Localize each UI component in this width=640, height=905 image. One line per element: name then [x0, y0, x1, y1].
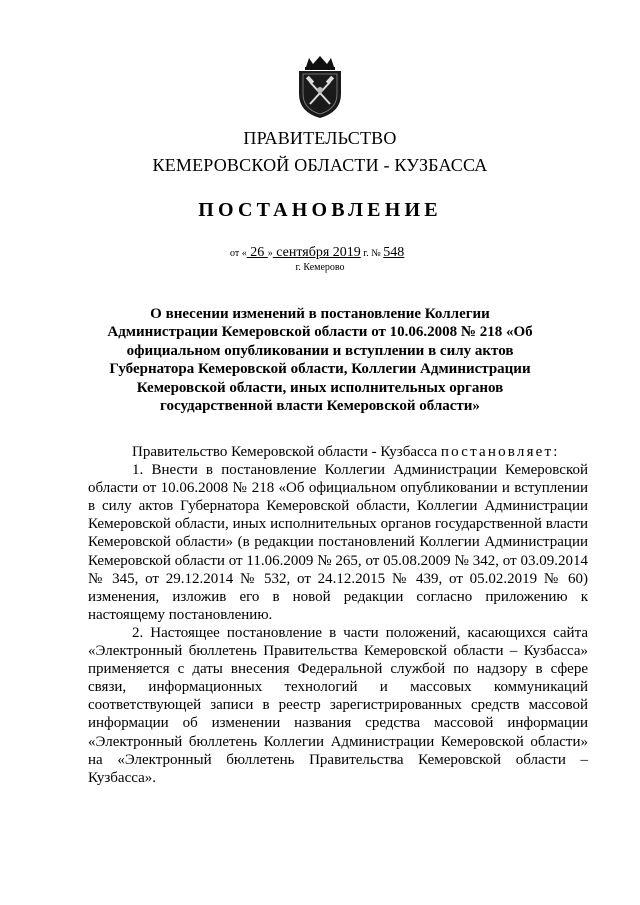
intro-decree-word: постановляет:	[440, 444, 560, 460]
date-prefix: от «	[230, 248, 247, 259]
government-title-line2: КЕМЕРОВСКОЙ ОБЛАСТИ - КУЗБАССА	[152, 155, 488, 175]
date-year-suffix: г. №	[360, 248, 384, 259]
intro-paragraph	[88, 443, 588, 461]
city: г. Кемерово	[295, 262, 345, 273]
paragraph-1: 1. Внести в постановление Коллегии Администрации Кемеровской области от 10.06.2008 № 218 «Об официальном опубликовании и вступлении в силу актов Губернатора Кемеровской области, Коллегии Администрации Кемеровской области, иных исполнительных органов государственной власти Кемеровской области» (в редакции постановлений Коллегии Администрации Кемеровской области от 11.06.2009 № 265, от 05.08.2009 № 342, от 03.09.2014 № 345, от 29.12.2014 № 532, от 24.12.2015 № 439, от 05.02.2019 № 60) изменения, изложив его в новой редакции согласно приложению к настоящему постановлению.	[88, 462, 588, 623]
document-type: ПОСТАНОВЛЕНИЕ	[198, 199, 442, 221]
date-month-year: сентября 2019	[272, 245, 361, 260]
date-day: 26	[246, 245, 268, 260]
intro-prefix: Правительство Кемеровской области - Кузбасса	[132, 444, 441, 460]
document-body	[88, 443, 588, 787]
date-mid: »	[267, 248, 273, 259]
document-number: 548	[383, 245, 405, 260]
document-subject: О внесении изменений в постановление Коллегии Администрации Кемеровской области от 10.06.2008 № 218 «Об официальном опубликовании и вступлении в силу актов Губернатора Кемеровской области, Коллегии Администрации Кемеровской области, иных исполнительных органов государственной власти Кемеровской области»	[107, 306, 533, 415]
coat-of-arms-icon	[293, 54, 347, 120]
date-line	[230, 245, 404, 261]
government-title-line1: ПРАВИТЕЛЬСТВО	[243, 128, 397, 148]
paragraph-2: 2. Настоящее постановление в части положений, касающихся сайта «Электронный бюллетень Правительства Кемеровской области – Кузбасса» применяется с даты внесения Федеральной службой по надзору в сфере связи, информационных технологий и массовых коммуникаций соответствующей записи в реестр зарегистрированных средств массовой информации об изменении названия средства массовой информации «Электронный бюллетень Коллегии Администрации Кемеровской области» на «Электронный бюллетень Правительства Кемеровской области – Кузбасса».	[88, 624, 588, 786]
